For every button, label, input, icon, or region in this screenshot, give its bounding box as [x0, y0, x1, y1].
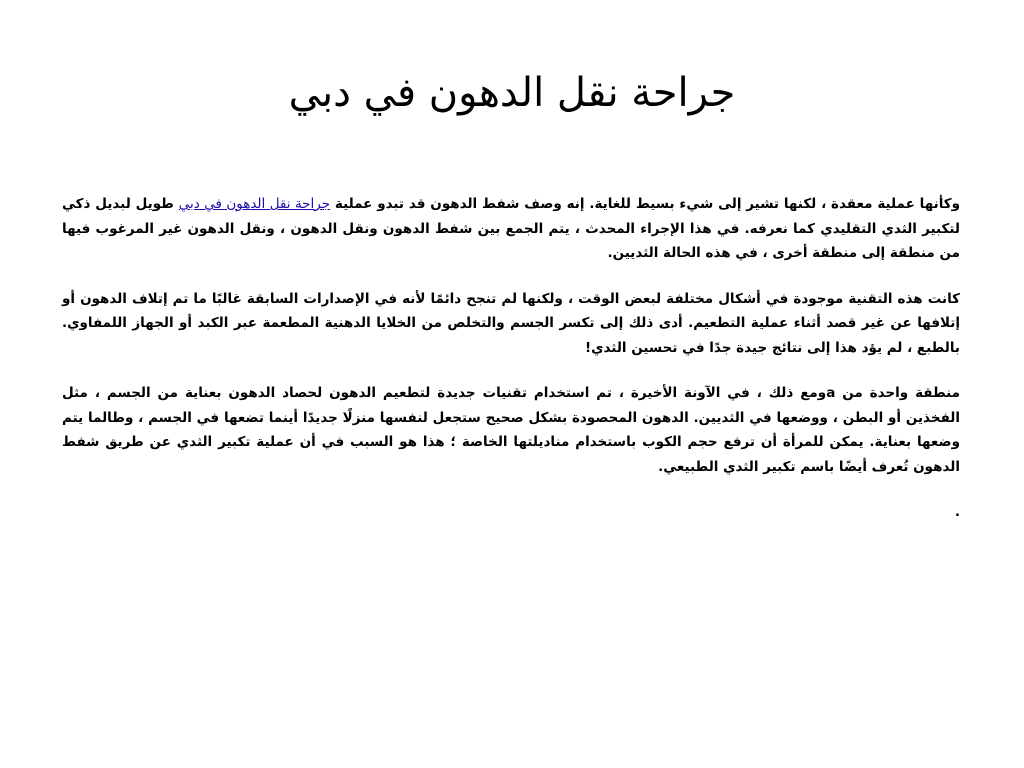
fat-transfer-dubai-link[interactable]: جراحة نقل الدهون في دبي	[178, 196, 331, 212]
paragraph-4: .	[954, 504, 960, 520]
slide-title: جراحة نقل الدهون في دبي	[288, 70, 736, 116]
slide-body	[62, 192, 960, 525]
paragraph-2: كانت هذه التقنية موجودة في أشكال مختلفة لبعض الوقت ، ولكنها لم تنجح دائمًا لأنه في الإصدارات السابقة غالبًا ما تم إتلاف الدهون أو إتلافها عن غير قصد أثناء عملية التطعيم. أدى ذلك إلى تكسر الجسم والتخلص من الخلايا الدهنية المطعمة عبر الكبد أو الجهاز اللمفاوي. بالطبع ، لم يؤد هذا إلى نتائج جيدة جدًا في تحسين الثدي!	[62, 290, 960, 356]
paragraph-3: منطقة واحدة من aومع ذلك ، في الآونة الأخيرة ، تم استخدام تقنيات جديدة لتطعيم الدهون لحصاد الدهون بعناية من الجسم ، مثل الفخذين أو البطن ، ووضعها في الثديين. الدهون المحصودة بشكل صحيح ستجعل لنفسها منزلًا جديدًا أينما تضعها في الجسم ، وطالما يتم وضعها بعناية. يمكن للمرأة أن ترفع حجم الكوب باستخدام مناديلتها الخاصة ؛ هذا هو السبب في أن عملية تكبير الثدي عن طريق شفط الدهون تُعرف أيضًا باسم تكبير الثدي الطبيعي.	[62, 385, 960, 475]
paragraph-1-rest: طويل لبديل ذكي لتكبير الثدي التقليدي كما نعرفه. في هذا الإجراء المحدث ، يتم الجمع بين شفط الدهون ونقل الدهون ، ونقل الدهون غير المرغوب فيها من منطقة إلى منطقة أخرى ، في هذه الحالة الثديين.	[62, 196, 960, 261]
paragraph-1	[62, 192, 960, 266]
paragraph-1-intro: وكأنها عملية معقدة ، لكنها تشير إلى شيء بسيط للغاية. إنه وصف شفط الدهون قد تبدو عملية	[334, 196, 961, 212]
